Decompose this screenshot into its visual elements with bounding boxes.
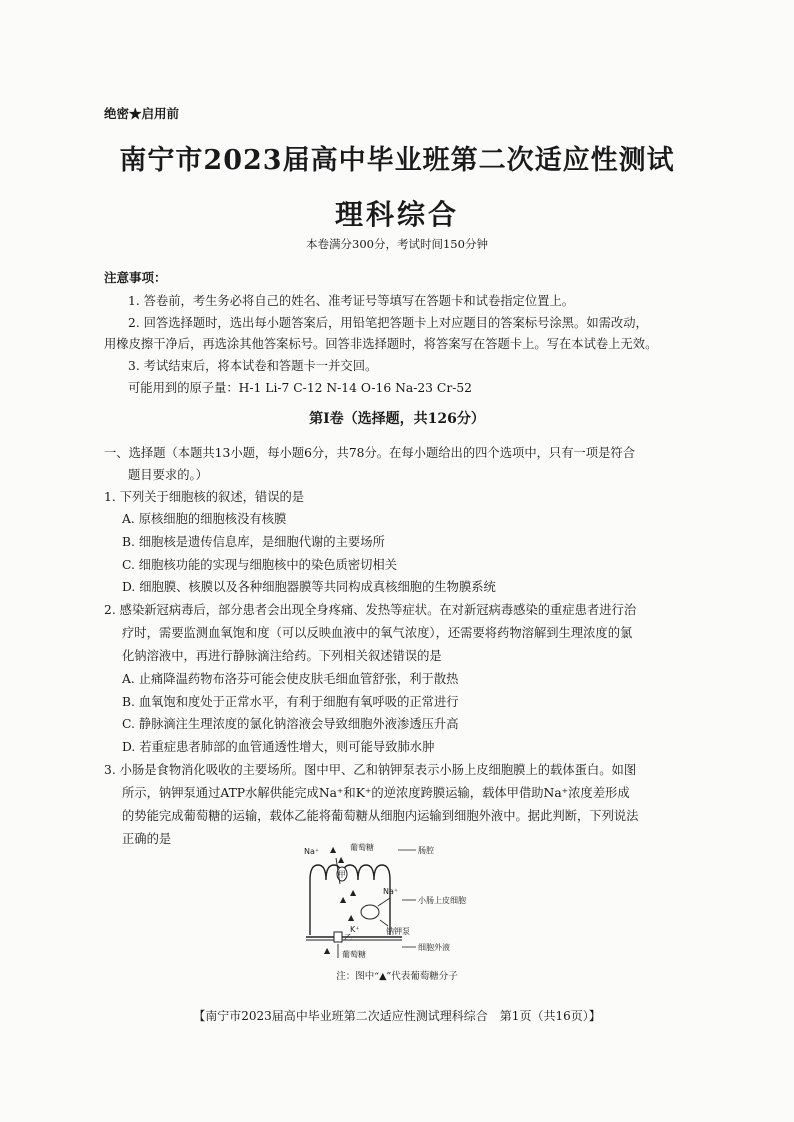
- label-na-right: Na⁺: [383, 887, 399, 896]
- question-1-stem: 1. 下列关于细胞核的叙述，错误的是: [104, 490, 305, 504]
- label-yi: 乙: [344, 933, 352, 942]
- part-intro: 题目要求的。）: [128, 468, 208, 482]
- confidential-mark: 绝密★启用前: [104, 106, 180, 121]
- label-jia: 甲: [338, 870, 346, 879]
- glucose-molecule: ▲: [348, 913, 355, 922]
- label-cell: 小肠上皮细胞: [418, 896, 466, 905]
- carrier-yi: [334, 932, 342, 942]
- question-1-option: B. 细胞核是遗传信息库，是细胞代谢的主要场所: [122, 535, 385, 549]
- question-3-stem: 正确的是: [122, 832, 172, 846]
- question-2-stem: 2. 感染新冠病毒后，部分患者会出现全身疼痛、发热等症状。在对新冠病毒感染的重症患者进行治: [104, 603, 637, 617]
- atomic-masses: 可能用到的原子量：H-1 Li-7 C-12 N-14 O-16 Na-23 Cr-52: [128, 381, 472, 395]
- question-2-option: B. 血氧饱和度处于正常水平，有利于细胞有氧呼吸的正常进行: [122, 695, 459, 709]
- label-k: K⁺: [350, 925, 360, 934]
- question-1-option: C. 细胞核功能的实现与细胞核中的染色质密切相关: [122, 558, 398, 572]
- note-item: 2. 回答选择题时，选出每小题答案后，用铅笔把答题卡上对应题目的答案标号涂黑。如需改动，: [128, 316, 648, 330]
- exam-title: 南宁市2023届高中毕业班第二次适应性测试: [119, 145, 675, 176]
- arrow: [378, 898, 390, 906]
- sodium-potassium-pump: [361, 905, 379, 919]
- question-2-option: C. 静脉滴注生理浓度的氯化钠溶液会导致细胞外液渗透压升高: [122, 717, 459, 731]
- question-2-option: A. 止痛降温药物布洛芬可能会使皮肤毛细血管舒张，利于散热: [122, 672, 459, 686]
- section-title: 第Ⅰ卷（选择题，共126分）: [309, 411, 485, 427]
- figure-caption: 注：图中“▲”代表葡萄糖分子: [336, 971, 458, 982]
- label-pointer: [380, 920, 388, 926]
- question-1-option: D. 细胞膜、核膜以及各种细胞器膜等共同构成真核细胞的生物膜系统: [122, 580, 496, 594]
- label-pump: 钠钾泵: [386, 927, 410, 936]
- question-2-stem: 疗时，需要监测血氧饱和度（可以反映血液中的氧气浓度），还需要将药物溶解到生理浓度的氯: [122, 626, 633, 640]
- intestinal-cell-diagram: [290, 840, 510, 960]
- glucose-molecule: ▲: [338, 855, 345, 864]
- note-item: 用橡皮擦干净后，再选涂其他答案标号。回答非选择题时，将答案写在答题卡上。写在本试卷上无效。: [104, 337, 658, 351]
- glucose-molecule: ▲: [340, 895, 347, 904]
- part-intro: 一、选择题（本题共13小题，每小题6分，共78分。在每小题给出的四个选项中，只有一项是符合: [104, 446, 635, 460]
- notes-heading: 注意事项：: [104, 270, 167, 285]
- label-ecf: 细胞外液: [418, 943, 450, 952]
- glucose-molecule: ▲: [330, 845, 337, 854]
- question-2-option: D. 若重症患者肺部的血管通透性增大，则可能导致肺水肿: [122, 740, 435, 754]
- note-item: 1. 答卷前，考生务必将自己的姓名、准考证号等填写在答题卡和试卷指定位置上。: [128, 294, 575, 308]
- note-item: 3. 考试结束后，将本试卷和答题卡一并交回。: [128, 359, 378, 373]
- label-na-top: Na⁺: [304, 847, 320, 856]
- question-2-stem: 化钠溶液中，再进行静脉滴注给药。下列相关叙述错误的是: [122, 649, 442, 663]
- page-footer: 【南宁市2023届高中毕业班第二次适应性测试理科综合 第1页（共16页）】: [193, 1009, 601, 1023]
- question-3-stem: 所示，钠钾泵通过ATP水解供能完成Na⁺和K⁺的逆浓度跨膜运输，载体甲借助Na⁺浓度差形成: [122, 786, 630, 800]
- label-glucose-top: 葡萄糖: [350, 843, 374, 852]
- label-lumen: 肠腔: [418, 846, 434, 855]
- question-3-stem: 的势能完成葡萄糖的运输，载体乙能将葡萄糖从细胞内运输到细胞外液中。据此判断，下列说法: [122, 809, 639, 823]
- subject-title: 理科综合: [334, 198, 459, 231]
- label-glucose-bottom: 葡萄糖: [342, 950, 366, 959]
- exam-meta: 本卷满分300分，考试时间150分钟: [306, 237, 488, 251]
- question-3-stem: 3. 小肠是食物消化吸收的主要场所。图中甲、乙和钠钾泵表示小肠上皮细胞膜上的载体蛋白。如图: [104, 763, 637, 777]
- glucose-molecule: ▲: [324, 946, 331, 955]
- glucose-molecule: ▲: [350, 888, 357, 897]
- question-1-option: A. 原核细胞的细胞核没有核膜: [122, 512, 287, 526]
